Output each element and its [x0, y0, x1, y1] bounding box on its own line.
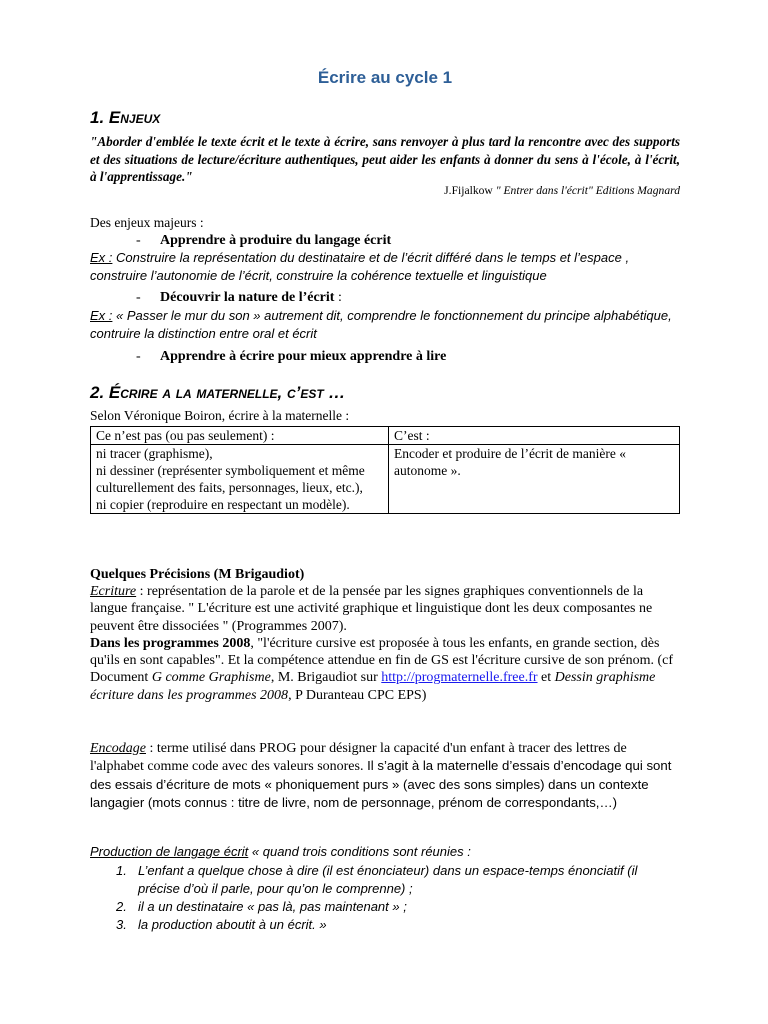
fijalkow-quote: "Aborder d'emblée le texte écrit et le texte à écrire, sans renvoyer à plus tard la rencontre avec des supports et des situations de lecture/écriture authentiques, peut aider les enfants à donner du sens à l'école, à l'écrit, à l'apprentissage.": [90, 134, 680, 184]
example-label: Ex :: [90, 308, 113, 323]
citation-work: " Entrer dans l'écrit" Editions Magnard: [495, 184, 680, 197]
example-label: Ex :: [90, 250, 113, 265]
encodage-text: : terme utilisé dans PROG pour désigner la capacité d'un enfant à tracer des lettres de l'alphabet comme code avec des valeurs sonores.: [90, 741, 627, 775]
section-heading-maternelle: [90, 383, 345, 403]
enjeu-title: Découvrir la nature de l’écrit: [160, 290, 335, 305]
table-cell-line: ni dessiner (représenter symboliquement et même culturellement des faits, personnages, lieux, etc.),: [96, 463, 365, 495]
table-cell-line: ni copier (reproduire en respectant un modèle).: [96, 497, 350, 512]
and-text: et: [537, 670, 555, 686]
list-number: 1.: [116, 863, 127, 878]
enjeu-example-2: [90, 307, 680, 343]
bullet-dash: -: [136, 290, 141, 305]
list-item: [90, 862, 680, 898]
table-header-row: [91, 427, 680, 445]
enjeu-bullet-1: [136, 233, 391, 249]
boiron-intro: Selon Véronique Boiron, écrire à la maternelle :: [90, 408, 350, 423]
table-header-cell: Ce n’est pas (ou pas seulement) :: [91, 427, 389, 445]
list-number: 3.: [116, 917, 127, 932]
bullet-dash: -: [136, 349, 141, 364]
example-text: Construire la représentation du destinataire et de l’écrit différé dans le temps et l’espace , construire l’autonomie de l’écrit, construire la cohérence textuelle et linguistique: [90, 250, 630, 283]
enjeu-bullet-3: [136, 349, 446, 365]
enjeu-example-1: [90, 249, 680, 285]
production-label: Production de langage écrit: [90, 844, 249, 859]
precisions-heading: Quelques Précisions (M Brigaudiot): [90, 567, 305, 582]
example-text: « Passer le mur du son » autrement dit, comprendre le fonctionnement du principe alphabétique, contruire la distinction entre oral et écrit: [90, 308, 672, 341]
table-row: [91, 445, 680, 514]
doc-mid: , M. Brigaudiot sur: [270, 670, 382, 686]
programmes-label: Dans les programmes 2008: [90, 635, 251, 651]
list-number: 2.: [116, 899, 127, 914]
section-number: 1.: [90, 108, 105, 127]
enjeu-title: Apprendre à écrire pour mieux apprendre à lire: [160, 349, 447, 364]
section-title: Enjeux: [108, 108, 161, 127]
section-title: Écrire a la maternelle, c’est …: [108, 383, 346, 402]
list-item: [90, 898, 680, 916]
quote-citation: [90, 184, 680, 197]
table-header-cell: C’est :: [389, 427, 680, 445]
list-text: il a un destinataire « pas là, pas maintenant » ;: [138, 899, 407, 914]
page-title: Écrire au cycle 1: [317, 68, 453, 87]
enjeux-intro: Des enjeux majeurs :: [90, 215, 204, 230]
encodage-text-2: Il s’agit à la maternelle d’essais d’encodage qui sont des essais d’écriture de mots « phoniquement purs » (avec des sons simples) dans un contexte langagier (mots connus : titre de livre, nom de personnage, prénom de correspondants,…): [90, 758, 672, 810]
section-number: 2.: [90, 383, 105, 402]
programmes-text: , "l'écriture cursive est proposée à tous les enfants, en grande section, dès qu'ils en sont capables". Et la compétence attendue en fin de GS est l'écriture cursive de son prénom. (cf Document: [90, 635, 674, 686]
enjeu-title: Apprendre à produire du langage écrit: [160, 233, 392, 248]
table-cell-not-writing: [91, 445, 389, 514]
comparison-table: [90, 426, 680, 514]
doc2-title: Dessin graphisme écriture dans les programmes 2008: [90, 670, 656, 703]
progmaternelle-link[interactable]: http://progmaternelle.free.fr: [381, 670, 538, 686]
enjeu-bullet-2: [136, 290, 342, 306]
precisions-paragraph: [90, 583, 680, 704]
table-cell-line: ni tracer (graphisme),: [96, 446, 213, 461]
bullet-dash: -: [136, 233, 141, 248]
encodage-paragraph: [90, 740, 680, 812]
doc2-end: , P Duranteau CPC EPS): [288, 687, 427, 703]
list-text: la production aboutit à un écrit. »: [138, 917, 327, 932]
section-heading-enjeux: [90, 108, 160, 128]
list-item: [90, 916, 680, 934]
enjeu-suffix: :: [334, 290, 342, 305]
ecriture-label: Ecriture: [90, 584, 137, 599]
production-text: « quand trois conditions sont réunies :: [248, 844, 471, 859]
conditions-list: [90, 862, 680, 934]
list-text: L’enfant a quelque chose à dire (il est énonciateur) dans un espace-temps énonciatif (il précise d’où il parle, pour qu’on le comprenne) ;: [138, 863, 638, 896]
citation-author: J.Fijalkow: [444, 184, 496, 197]
ecriture-text: : représentation de la parole et de la pensée par les signes graphiques conventionnels de la langue française. " L'écriture est une activité graphique et linguistique dont les deux composantes ne peuvent être dissociées " (Programmes 2007).: [90, 584, 653, 634]
production-intro: [90, 843, 680, 861]
encodage-label: Encodage: [90, 741, 146, 756]
table-cell-writing: Encoder et produire de l’écrit de manière « autonome ».: [389, 445, 680, 514]
doc-title: G comme Graphisme: [151, 670, 271, 686]
